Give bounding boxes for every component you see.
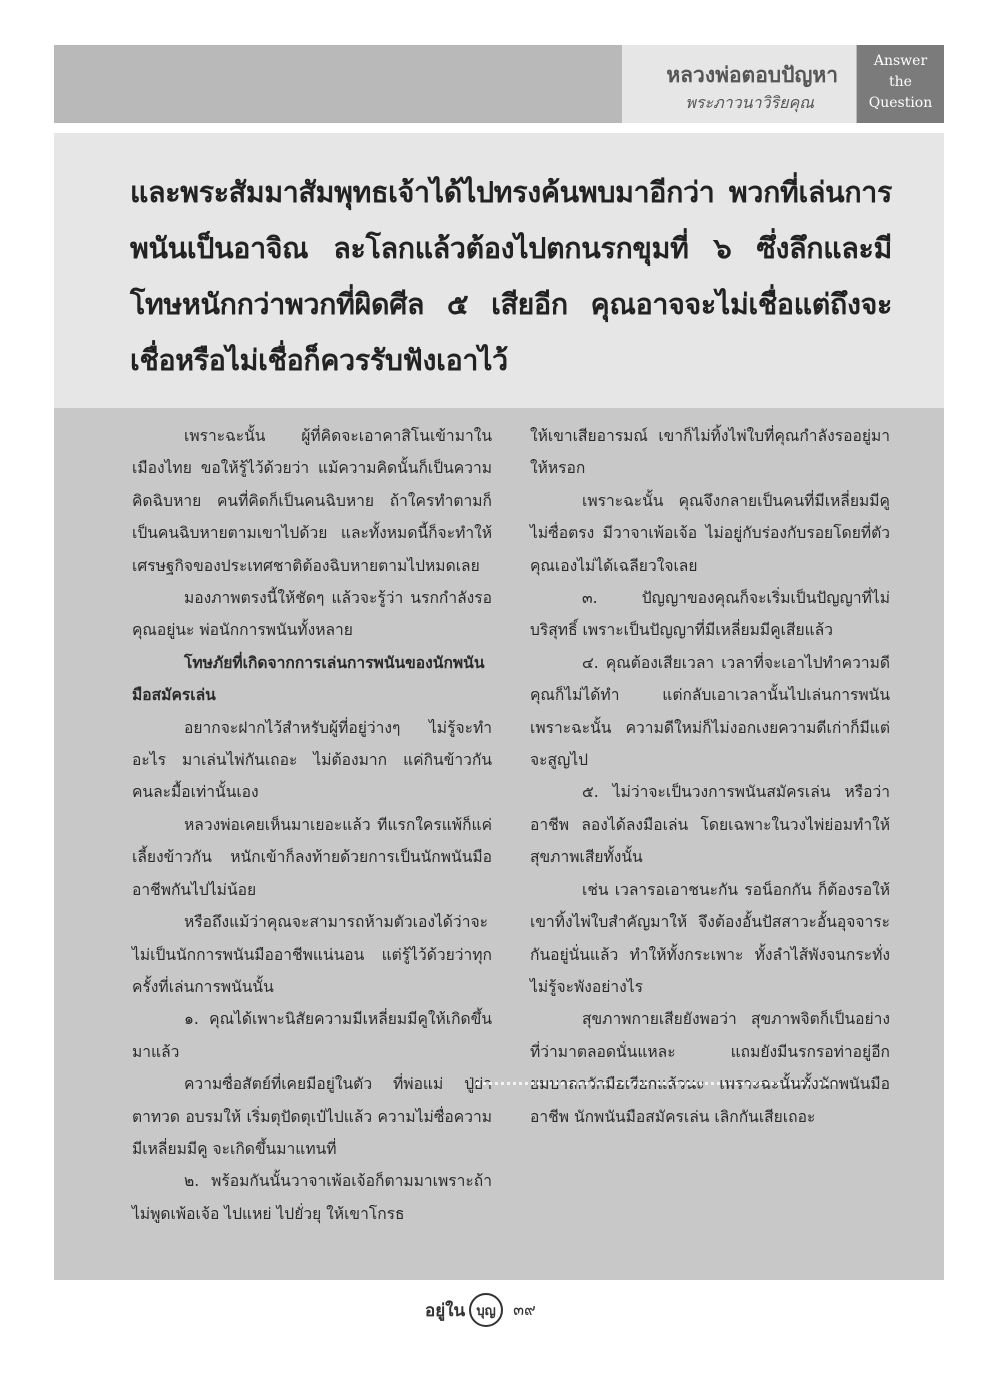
paragraph: ๕. ไม่ว่าจะเป็นวงการพนันสมัครเล่น หรือว่าอาชีพ ลองได้ลงมือเล่น โดยเฉพาะในวงไพ่ย่อมทำให้สุขภาพเสียทั้งนั้น xyxy=(530,783,890,867)
paragraph: หรือถึงแม้ว่าคุณจะสามารถห้ามตัวเองได้ว่าจะไม่เป็นนักการพนันมืออาชีพแน่นอน แต่รู้ไว้ด้วยว่าทุกครั้งที่เล่นการพนันนั้น xyxy=(132,913,492,996)
magazine-logo-text: อยู่ใน xyxy=(425,1300,466,1321)
pull-quote-box xyxy=(54,133,944,408)
paragraph: เพราะฉะนั้น ผู้ที่คิดจะเอาคาสิโนเข้ามาในเมืองไทย ขอให้รู้ไว้ด้วยว่า แม้ความคิดนั้นก็เป็นความคิดฉิบหาย คนที่คิดก็เป็นคนฉิบหาย ถ้าใครทำตามก็เป็นคนฉิบหายตามเขาไปด้วย และทั้งหมดนี้ก็จะทำให้เศรษฐกิจของประเทศชาติต้องฉิบหายตามไปหมดเลย xyxy=(132,427,492,575)
paragraph: เพราะฉะนั้น คุณจึงกลายเป็นคนที่มีเหลี่ยมมีคู ไม่ซื่อตรง มีวาจาเพ้อเจ้อ ไม่อยู่กับร่องกับรอยโดยที่ตัวคุณเองไม่ได้เฉลียวใจเลย xyxy=(530,491,890,575)
footer xyxy=(425,1290,585,1330)
subheading: โทษภัยที่เกิดจากการเล่นการพนันของนักพนันมือสมัครเล่น xyxy=(132,653,485,705)
pull-quote: และพระสัมมาสัมพุทธเจ้าได้ไปทรงค้นพบมาอีกว่า พวกที่เล่นการพนันเป็นอาจิณ ละโลกแล้วต้องไปตกนรกขุมที่ ๖ ซึ่งลึกและมีโทษหนักกว่าพวกที่ผิดศีล ๕ เสียอีก คุณอาจจะไม่เชื่อแต่ถึงจะเชื่อหรือไม่เชื่อก็ควรรับฟังเอาไว้ xyxy=(130,176,892,377)
paragraph: สุขภาพกายเสียยังพอว่า สุขภาพจิตก็เป็นอย่างที่ว่ามาตลอดนั่นแหละ แถมยังมีนรกรอท่าอยู่อีก ยมบาลกวักมือเรียกแล้วนะ เพราะฉะนั้นทั้งนักพนันมืออาชีพ นักพนันมือสมัครเล่น เลิกกันเสียเถอะ xyxy=(530,1010,890,1126)
paragraph: เช่น เวลารอเอาชนะกัน รอน็อกกัน ก็ต้องรอให้เขาทิ้งไพ่ใบสำคัญมาให้ จึงต้องอั้นปัสสาวะอั้นอุจจาระกันอยู่นั่นแล้ว ทำให้ทั้งกระเพาะ ทั้งลำไส้พังจนกระทั่งไม่รู้จะพังอย่างไร xyxy=(530,880,890,996)
paragraph: ความซื่อสัตย์ที่เคยมีอยู่ในตัว ที่พ่อแม่ ปู่ย่าตาทวด อบรมให้ เริ่มตุปัดตุเป๋ไปแล้ว ความไม่ซื่อความมีเหลี่ยมมีคู จะเกิดขึ้นมาแทนที่ xyxy=(132,1075,492,1158)
section-title: หลวงพ่อตอบปัญหา xyxy=(666,63,838,87)
author-name: พระภาวนาวิริยคุณ xyxy=(685,93,814,112)
paragraph: หลวงพ่อเคยเห็นมาเยอะแล้ว ทีแรกใครแพ้ก็แค่เลี้ยงข้าวกัน หนักเข้าก็ลงท้ายด้วยการเป็นนักพนันมืออาชีพกันไปไม่น้อย xyxy=(132,815,492,899)
badge-line-3: Question xyxy=(868,95,933,111)
answer-the-question-badge xyxy=(857,45,944,123)
paragraph: ๓. ปัญญาของคุณก็จะเริ่มเป็นปัญญาที่ไม่บริสุทธิ์ เพราะเป็นปัญญาที่มีเหลี่ยมมีคูเสียแล้ว xyxy=(530,589,890,640)
right-column xyxy=(530,420,890,1133)
end-of-article-divider xyxy=(476,1082,836,1085)
page-number: ๓๙ xyxy=(513,1299,536,1319)
paragraph: ให้เขาเสียอารมณ์ เขาก็ไม่ทิ้งไพ่ใบที่คุณกำลังรออยู่มาให้หรอก xyxy=(530,427,890,478)
article-body xyxy=(54,408,944,1280)
paragraph: ๒. พร้อมกันนั้นวาจาเพ้อเจ้อก็ตามมาเพราะถ้าไม่พูดเพ้อเจ้อ ไปแหย่ ไปยั่วยุ ให้เขาโกรธ xyxy=(132,1172,492,1223)
header-title-box xyxy=(622,45,856,123)
paragraph: มองภาพตรงนี้ให้ชัดๆ แล้วจะรู้ว่า นรกกำลังรอคุณอยู่นะ พ่อนักการพนันทั้งหลาย xyxy=(132,589,492,640)
paragraph: อยากจะฝากไว้สำหรับผู้ที่อยู่ว่างๆ ไม่รู้จะทำอะไร มาเล่นไพ่กันเถอะ ไม่ต้องมาก แค่กินข้าวกันคนละมื้อเท่านั้นเอง xyxy=(132,718,492,802)
left-column xyxy=(132,420,492,1230)
magazine-logo-circle: บุญ xyxy=(469,1293,503,1327)
badge-line-2: the xyxy=(889,74,912,90)
badge-line-1: Answer xyxy=(873,53,928,69)
paragraph: ๔. คุณต้องเสียเวลา เวลาที่จะเอาไปทำความดี คุณก็ไม่ได้ทำ แต่กลับเอาเวลานั้นไปเล่นการพนัน เพราะฉะนั้น ความดีใหม่ก็ไม่งอกเงยความดีเก่าก็มีแต่จะสูญไป xyxy=(530,653,890,770)
paragraph: ๑. คุณได้เพาะนิสัยความมีเหลี่ยมมีคูให้เกิดขึ้นมาแล้ว xyxy=(132,1010,492,1061)
